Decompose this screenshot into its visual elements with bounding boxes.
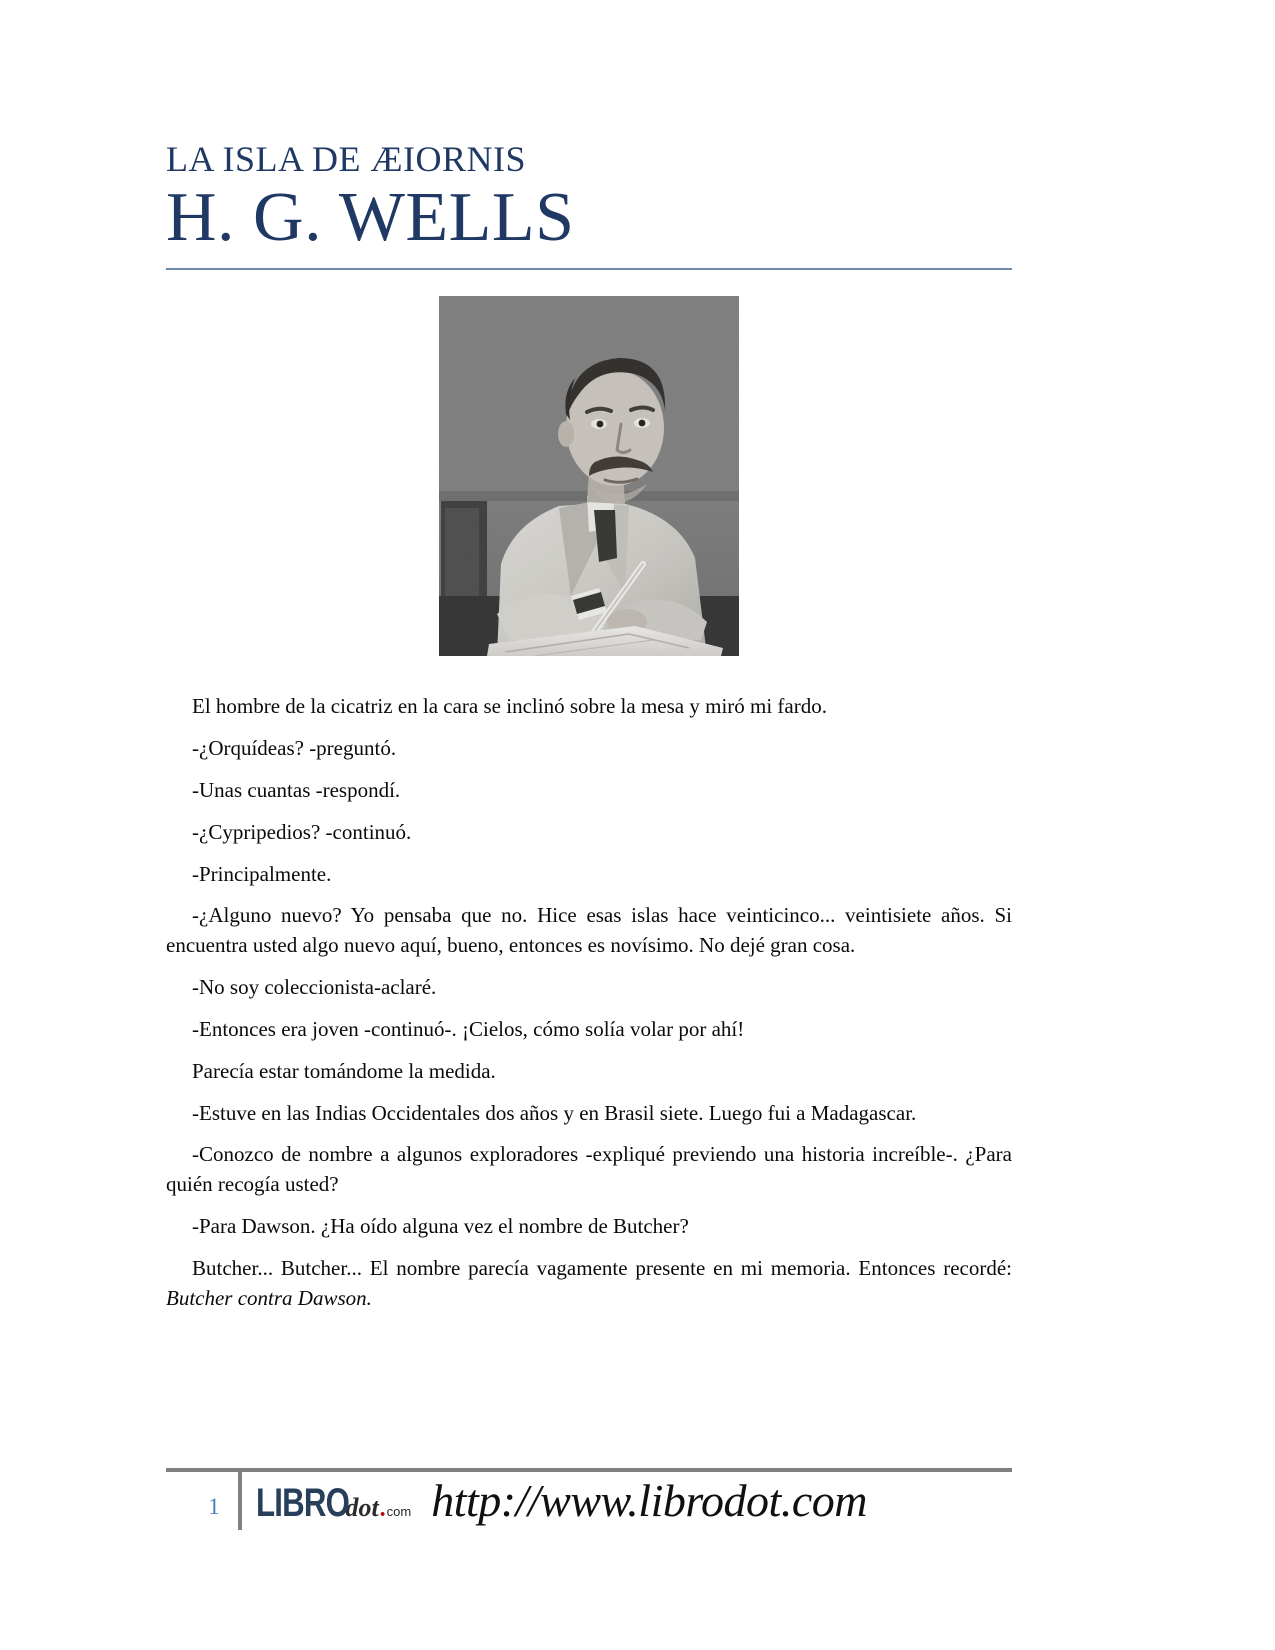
body-text bbox=[166, 692, 1012, 1313]
logo-com-text: com bbox=[386, 1504, 412, 1519]
paragraph: -Conozco de nombre a algunos exploradores -expliqué previendo una historia increíble-. ¿Para quién recogía usted? bbox=[166, 1142, 1012, 1197]
paragraph: -No soy coleccionista-aclaré. bbox=[192, 975, 437, 1000]
paragraph: -Unas cuantas -respondí. bbox=[192, 778, 401, 802]
paragraph: -Principalmente. bbox=[192, 861, 332, 886]
paragraph-final bbox=[166, 1254, 1012, 1314]
title-divider bbox=[166, 268, 1012, 270]
page-number: 1 bbox=[208, 1494, 220, 1519]
librodot-url[interactable]: http://www.librodot.com bbox=[431, 1475, 867, 1526]
paragraph: -¿Alguno nuevo? Yo pensaba que no. Hice esas islas hace veinticinco... veintisiete años. Si encuentra usted algo nuevo aquí, bueno, entonces es novísimo. No dejé gran cosa. bbox=[166, 903, 1012, 958]
final-paragraph-lead: Butcher... Butcher... El nombre parecía vagamente presente en mi memoria. Entonces recordé: bbox=[192, 1255, 1012, 1280]
paragraph: Parecía estar tomándome la medida. bbox=[192, 1058, 496, 1083]
librodot-logo[interactable] bbox=[256, 1475, 867, 1530]
logo-dot-text: dot bbox=[345, 1493, 379, 1522]
logo-red-dot-icon: . bbox=[379, 1496, 386, 1522]
logo-libro-text: LIBRO bbox=[256, 1481, 350, 1525]
paragraph: -Entonces era joven -continuó-. ¡Cielos, cómo solía volar por ahí! bbox=[192, 1016, 745, 1041]
paragraph: -Estuve en las Indias Occidentales dos años y en Brasil siete. Luego fui a Madagascar. bbox=[192, 1100, 917, 1125]
portrait-illustration bbox=[439, 296, 739, 656]
footer-inner bbox=[166, 1472, 1012, 1530]
title-block bbox=[166, 0, 1012, 270]
paragraph: -¿Cypripedios? -continuó. bbox=[192, 819, 412, 844]
paragraph: -¿Orquídeas? -preguntó. bbox=[192, 736, 397, 761]
page-footer bbox=[166, 1468, 1012, 1530]
final-paragraph-italic-title: Butcher contra Dawson. bbox=[166, 1285, 372, 1310]
author-portrait-photo bbox=[439, 296, 739, 656]
paragraph: El hombre de la cicatriz en la cara se inclinó sobre la mesa y miró mi fardo. bbox=[192, 694, 827, 719]
author-name: H. G. WELLS bbox=[166, 178, 575, 256]
page-content bbox=[166, 0, 1012, 1313]
book-title: LA ISLA DE ÆIORNIS bbox=[166, 139, 527, 179]
paragraph: -Para Dawson. ¿Ha oído alguna vez el nombre de Butcher? bbox=[192, 1213, 689, 1238]
footer-vertical-divider bbox=[238, 1472, 242, 1530]
portrait-container bbox=[166, 296, 1012, 656]
